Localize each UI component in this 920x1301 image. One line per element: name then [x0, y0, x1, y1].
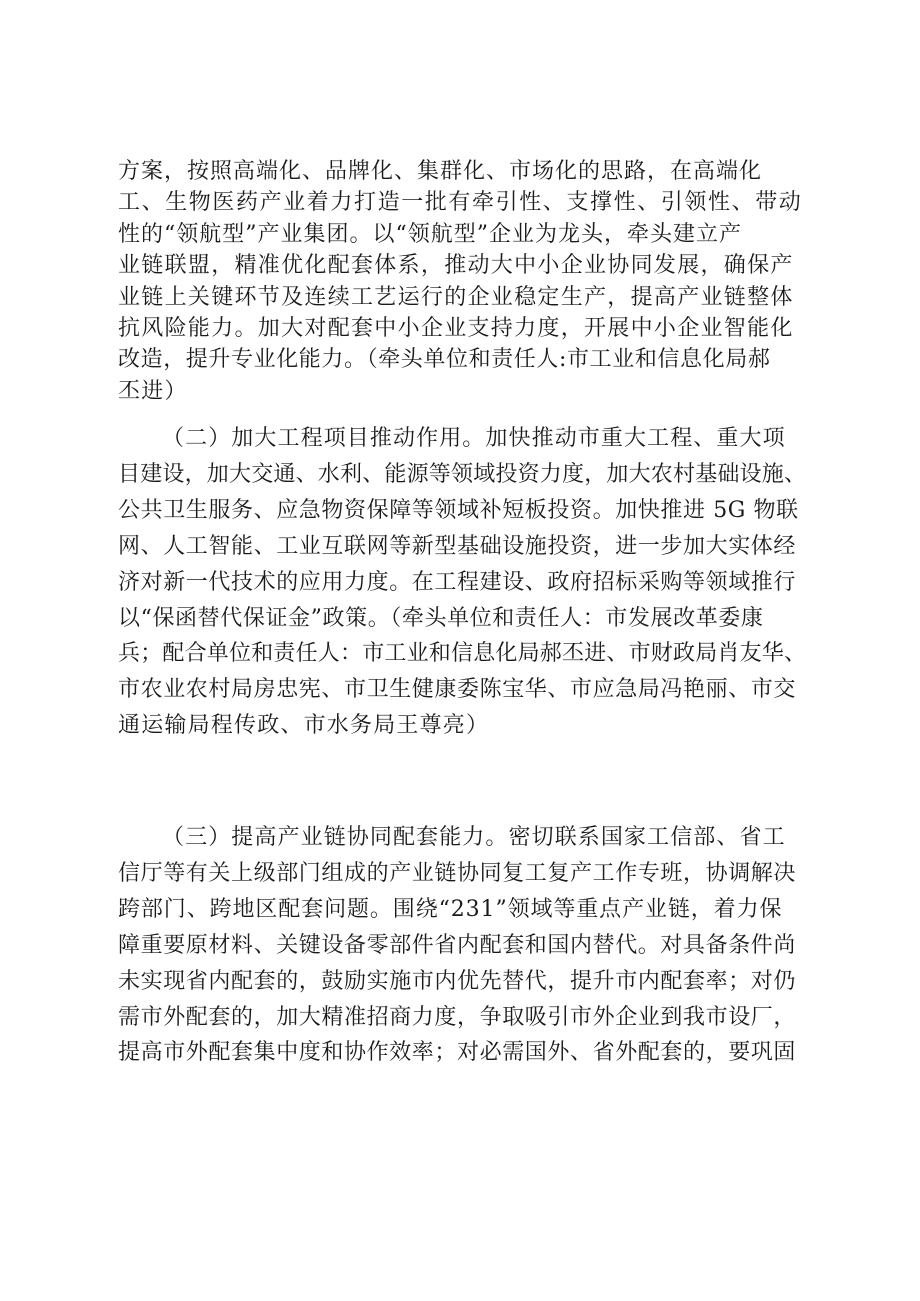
- section-heading-line: （二）加大工程项目推动作用。加快推动市重大工程、重大项: [162, 426, 786, 451]
- text-line: 网、人工智能、工业互联网等新型基础设施投资，进一步加大实体经: [118, 533, 797, 559]
- text-line: 改造，提升专业化能力。（牵头单位和责任人:市工业和信息化局郝: [118, 347, 771, 373]
- text-line: 工、生物医药产业着力打造一批有牵引性、支撑性、引领性、带动: [118, 190, 803, 216]
- paragraph-section-2: [118, 421, 808, 744]
- text-line: 业链上关键环节及连续工艺运行的企业稳定生产，提高产业链整体: [118, 284, 794, 310]
- text-line: 兵；配合单位和责任人：市工业和信息化局郝丕进、市财政局肖友华、: [118, 641, 807, 667]
- text-line: 障重要原材料、关键设备零部件省内配套和国内替代。对具备条件尚: [118, 932, 797, 958]
- text-line: 跨部门、跨地区配套问题。围绕“231”领域等重点产业链，着力保: [118, 896, 783, 922]
- text-line: 方案，按照高端化、品牌化、集群化、市场化的思路，在高端化: [118, 159, 763, 184]
- text-line: 未实现省内配套的，鼓励实施市内优先替代，提升市内配套率；对仍: [118, 968, 797, 994]
- text-line: 目建设，加大交通、水利、能源等领域投资力度，加大农村基础设施、: [118, 461, 807, 487]
- paragraph-continuation: [118, 156, 808, 407]
- text-line: 丕进）: [118, 378, 188, 404]
- text-line: 通运输局程传政、市水务局王尊亮）: [118, 713, 490, 739]
- text-line: 以“保函替代保证金”政策。（牵头单位和责任人：市发展改革委康: [118, 605, 764, 631]
- paragraph-section-3: [118, 820, 808, 1071]
- text-line: 需市外配套的，加大精准招商力度，争取吸引市外企业到我市设厂，: [118, 1004, 797, 1030]
- text-line: 济对新一代技术的应用力度。在工程建设、政府招标采购等领域推行: [118, 569, 797, 595]
- text-line: 市农业农村局房忠宪、市卫生健康委陈宝华、市应急局冯艳丽、市交: [118, 677, 797, 703]
- text-line: 提高市外配套集中度和协作效率；对必需国外、省外配套的，要巩固: [118, 1040, 797, 1066]
- text-line: 公共卫生服务、应急物资保障等领域补短板投资。加快推进 5G 物联: [118, 497, 799, 523]
- section-heading-line: （三）提高产业链协同配套能力。密切联系国家工信部、省工: [162, 825, 786, 850]
- text-line: 业链联盟，精准优化配套体系，推动大中小企业协同发展，确保产: [118, 253, 794, 279]
- text-line: 性的“领航型”产业集团。以“领航型”企业为龙头，牵头建立产: [118, 221, 742, 247]
- text-line: 信厅等有关上级部门组成的产业链协同复工复产工作专班，协调解决: [118, 860, 797, 886]
- text-line: 抗风险能力。加大对配套中小企业支持力度，开展中小企业智能化: [118, 316, 794, 342]
